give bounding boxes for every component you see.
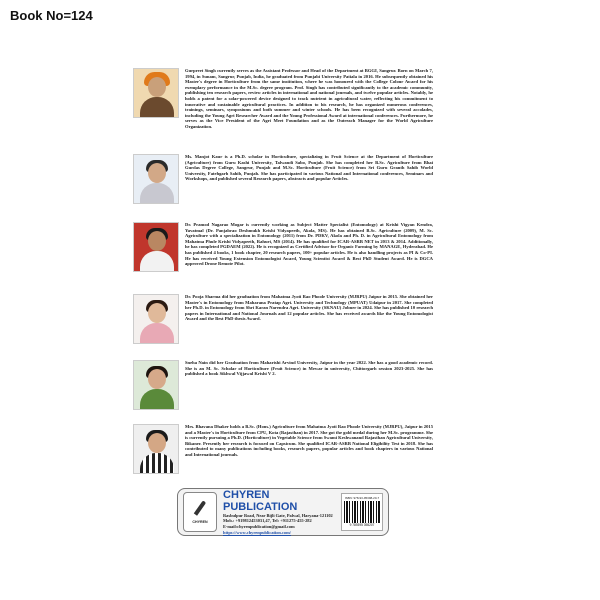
publisher-address: Rasbulpur Road, Near Bijli Gate, Palwal, Haryana-121102 bbox=[223, 512, 333, 518]
author-bio-6 bbox=[133, 424, 433, 474]
publisher-phone: Mob.: +919812453031,47, Tel: +911275-455-282 bbox=[223, 518, 312, 524]
isbn-barcode bbox=[341, 493, 383, 531]
publisher-email: E-mail:chyrenpublication@gmail.com bbox=[223, 524, 295, 529]
author-photo-woman-4 bbox=[133, 424, 179, 474]
barcode-bars bbox=[344, 501, 380, 523]
author-bio-2 bbox=[133, 154, 433, 204]
author-bio-1 bbox=[133, 68, 433, 130]
author-bio-4 bbox=[133, 294, 433, 344]
book-number: Book No=124 bbox=[10, 8, 93, 23]
publisher-website-link[interactable]: https://www.chyrenpublication.com/ bbox=[223, 529, 291, 535]
barcode-number: 9 789395 398207 bbox=[349, 523, 375, 527]
isbn-text: ISBN: 978-93-95398-20-7 bbox=[344, 496, 380, 500]
author-bio-text: Mrs. Bhavana Dhaker holds a B.Sc. (Hons.) Agriculture from Mahatma Jyoti Rao Phoole University (MJRPU), Jaipur in 2015 and a Master's in Horticulture from CPU, Kota (Rajasthan) in 2017. She got the gold medal during her M.Sc. programme. She is currently pursuing a Ph.D. (Horticulture) in Vegetable Science from Swami Keshwanand Rajasthan Agricultural University, Bikaner. Presently her research is focused on Capsicum. She qualified ICAR-ASRB National Eligibility Test in 2018. She has contributed to many publications including books, research papers, popular articles and book chapters in various National and International journals. bbox=[185, 424, 433, 457]
author-bio-text: Ms. Manjot Kaur is a Ph.D. scholar in Horticulture, specializing in Fruit Science at the Department of Horticulture (Agriculture) from Guru Kashi University, Talwandi Sabo, Punjab. She has completed her B.Sc. Agriculture from Bhai Gurdas Degree College, Sangrur, Punjab and M.Sc. Horticulture (Fruit Science) from Sri Guru Granth Sahib World University, Fatehgarh Sahib, Punjab. She has participated in various National and International conferences, Seminars and Workshops, and published several Research papers, abstracts and popular Articles. bbox=[185, 154, 433, 182]
author-bio-text: Dr. Pramod Nagarao Mogar is currently working as Subject Matter Specialist (Entomology) at Krishi Vigyan Kendra, Yavatmal (Dr. Panjabrao Deshmukh Krishi Vidyapeeth, Akola, MS). He has obtained B.Sc. Agriculture (2009), M. Sc. Agriculture with a specialization in Entomology (2011) from Dr. PDKV, Akola and Ph. D. in Agricultural Entomology from Mahatma Phule Krishi Vidyapeeth, Rahuri, MS (2014). He has qualified for ICAR-ASRB NET in 2013 & 2014. Additionally, he has completed PGDAEM (2022). He is recognized as Certified Advisor for Organic Farming by MANAGE, Hyderabad. He has published 4 books, 1 book chapter, 20 research papers, 100+ popular articles. He is also handling projects as PI & Co-PI. He has received Young Extension Entomologist Award, Young Scientist Award & Best PhD Student Award. He is DGCA approved Drone Remote Pilot. bbox=[185, 222, 433, 267]
publisher-box bbox=[177, 488, 389, 536]
author-bio-text: Gurpreet Singh currently serves as the Assistant Professor and Head of the Department at BGGI, Sangrur. Born on March 7, 1994, in Sunam, Sangrur, Punjab, India, he graduated from Punjabi University Patiala in 2016. He subsequently obtained his Master's degree in Horticulture from the same institution, where he was honoured with the College Colour Award for his exemplary performance in the M.Sc. degree program. Prof. Singh has contributed significantly to the academic community, publishing ten research papers, review articles in international and national journals, and twelve popular articles. Notably, he holds a patent for a solar-powered device designed to track nutrient in agricultural water, reflecting his commitment to innovative and sustainable agricultural practices. In addition to his research, he has organized numerous conferences, trainings, seminars, symposiums and both summer and winter schools. He has been recognized with several accolades, including the Young Agri Researcher Award and the Young Professional Award at international conferences. Furthermore, he serves as the Vice President of the Agri Meet Foundation and as the Outreach Manager for the World Agriculture Organization. bbox=[185, 68, 433, 129]
back-cover bbox=[133, 62, 433, 597]
author-bio-5 bbox=[133, 360, 433, 410]
author-photo-turban bbox=[133, 68, 179, 118]
author-photo-woman bbox=[133, 154, 179, 204]
pen-icon bbox=[194, 500, 206, 515]
author-bio-text: Dr. Pooja Sharma did her graduation from Mahatma Jyoti Rao Phoole University (MJRPU) Jaipur in 2015. She obtained her Master's in Entomology from Maharana Pratap Agri. University and Technology (MPUAT) Udaipur in 2017. She completed her Ph.D. in Entomology from Shri Karan Narendra Agri. University (SKNAU) Jobner in 2024. She has published 10 research papers in International and National Journals and 12 popular articles. She has received awards like the Young Entomologist Award and the Best PhD thesis Award. bbox=[185, 294, 433, 322]
author-photo-woman-3 bbox=[133, 360, 179, 410]
author-bio-text: Sneha Nain did her Graduation from Maharishi Arvind University, Jaipur in the year 2022. She has a good academic record. She is an M. Sc. Scholar of Horticulture (Fruit Science) in Mewar in university, Chittorgarh session 2023-2025. She has published a book Sikhwal Vijjawal Krishi V 2. bbox=[185, 360, 433, 377]
author-photo-man bbox=[133, 222, 179, 272]
publisher-info bbox=[223, 489, 341, 535]
publisher-logo: CHYREN bbox=[183, 492, 217, 532]
publisher-name: CHYREN PUBLICATION bbox=[223, 488, 298, 513]
author-photo-woman-2 bbox=[133, 294, 179, 344]
author-bio-3 bbox=[133, 222, 433, 272]
